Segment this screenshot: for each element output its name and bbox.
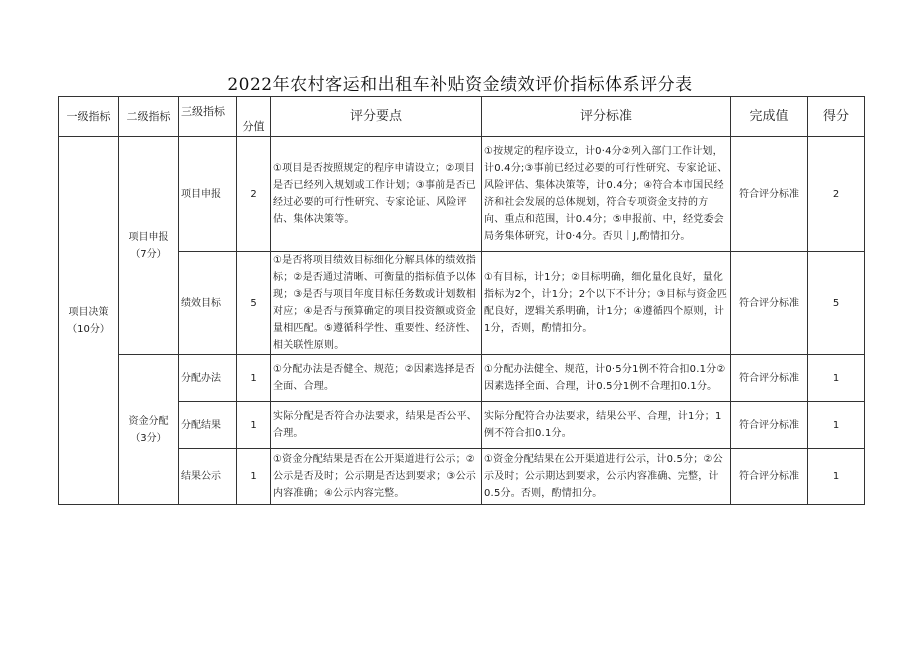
header-level2: 二级指标 [119,97,179,137]
result-cell: 1 [808,449,865,505]
completion-cell: 符合评分标准 [731,449,808,505]
header-standard: 评分标准 [482,97,731,137]
completion-cell: 符合评分标准 [731,252,808,355]
completion-cell: 符合评分标准 [731,402,808,449]
completion-cell: 符合评分标准 [731,355,808,402]
points-cell: ①分配办法是否健全、规范；②因素选择是否全面、合理。 [271,355,482,402]
standard-cell: ①有目标，计1分；②目标明确，细化量化良好，量化指标为2个，计1分；2个以下不计分；③目标与资金匹配良好，逻辑关系明确，计1分；④遵循四个原则，计1分，否则，酌情扣分。 [482,252,731,355]
level1-cell: 项目决策（10分） [59,137,119,505]
points-cell: ①是否将项目绩效目标细化分解具体的绩效指标；②是否通过清晰、可衡量的指标值予以体现；③是否与项目年度目标任务数或计划数相对应；④是否与预算确定的项目投资额或资金量相匹配。⑤遵循科学性、重要性、经济性、相关联性原则。 [271,252,482,355]
table-row [59,355,865,402]
header-points: 评分要点 [271,97,482,137]
level3-cell: 绩效目标 [179,252,237,355]
standard-cell: 实际分配符合办法要求，结果公平、合理，计1分；1例不符合扣0.1分。 [482,402,731,449]
result-cell: 1 [808,402,865,449]
header-row [59,97,865,137]
points-cell: 实际分配是否符合办法要求，结果是否公平、合理。 [271,402,482,449]
level3-cell: 项目申报 [179,137,237,252]
points-cell: ①资金分配结果是否在公开渠道进行公示；②公示是否及时；公示期是否达到要求；③公示内容准确；④公示内容完整。 [271,449,482,505]
level3-cell: 结果公示 [179,449,237,505]
score-cell: 2 [237,137,271,252]
score-cell: 1 [237,355,271,402]
level3-cell: 分配结果 [179,402,237,449]
score-table [58,96,865,505]
standard-cell: ①分配办法健全、规范，计0·5分1例不符合扣0.1分②因素选择全面、合理，计0.5分1例不合理扣0.1分。 [482,355,731,402]
result-cell: 2 [808,137,865,252]
level2-cell: 项目申报（7分） [119,137,179,355]
points-cell: ①项目是否按照规定的程序申请设立；②项目是否已经列入规划或工作计划；③事前是否已经过必要的可行性研究、专家论证、风险评估、集体决策等。 [271,137,482,252]
document-title: 2022年农村客运和出租车补贴资金绩效评价指标体系评分表 [227,75,693,95]
header-level3: 三级指标 [179,97,237,137]
score-cell: 1 [237,449,271,505]
table-row [59,449,865,505]
result-cell: 5 [808,252,865,355]
standard-cell: ①按规定的程序设立，计0·4分②列入部门工作计划，计0.4分;③事前已经过必要的可行性研究、专家论证、风险评估、集体决策等，计0.4分；④符合本市国民经济和社会发展的总体规划，符合专项资金支持的方向、重点和范围，计0.4分；⑤申报前、中，经党委会局务集体研究，计0·4分。否贝｜J,酌情扣分。 [482,137,731,252]
level3-cell: 分配办法 [179,355,237,402]
table-row [59,252,865,355]
header-completion: 完成值 [731,97,808,137]
score-cell: 1 [237,402,271,449]
completion-cell: 符合评分标准 [731,137,808,252]
result-cell: 1 [808,355,865,402]
header-score: 分值 [237,97,271,137]
table-row [59,137,865,252]
score-cell: 5 [237,252,271,355]
level2-cell: 资金分配（3分） [119,355,179,505]
header-level1: 一级指标 [59,97,119,137]
standard-cell: ①资金分配结果在公开渠道进行公示，计0.5分；②公示及时；公示期达到要求，公示内容准确、完整，计0.5分。否则，酌情扣分。 [482,449,731,505]
header-result: 得分 [808,97,865,137]
table-row [59,402,865,449]
